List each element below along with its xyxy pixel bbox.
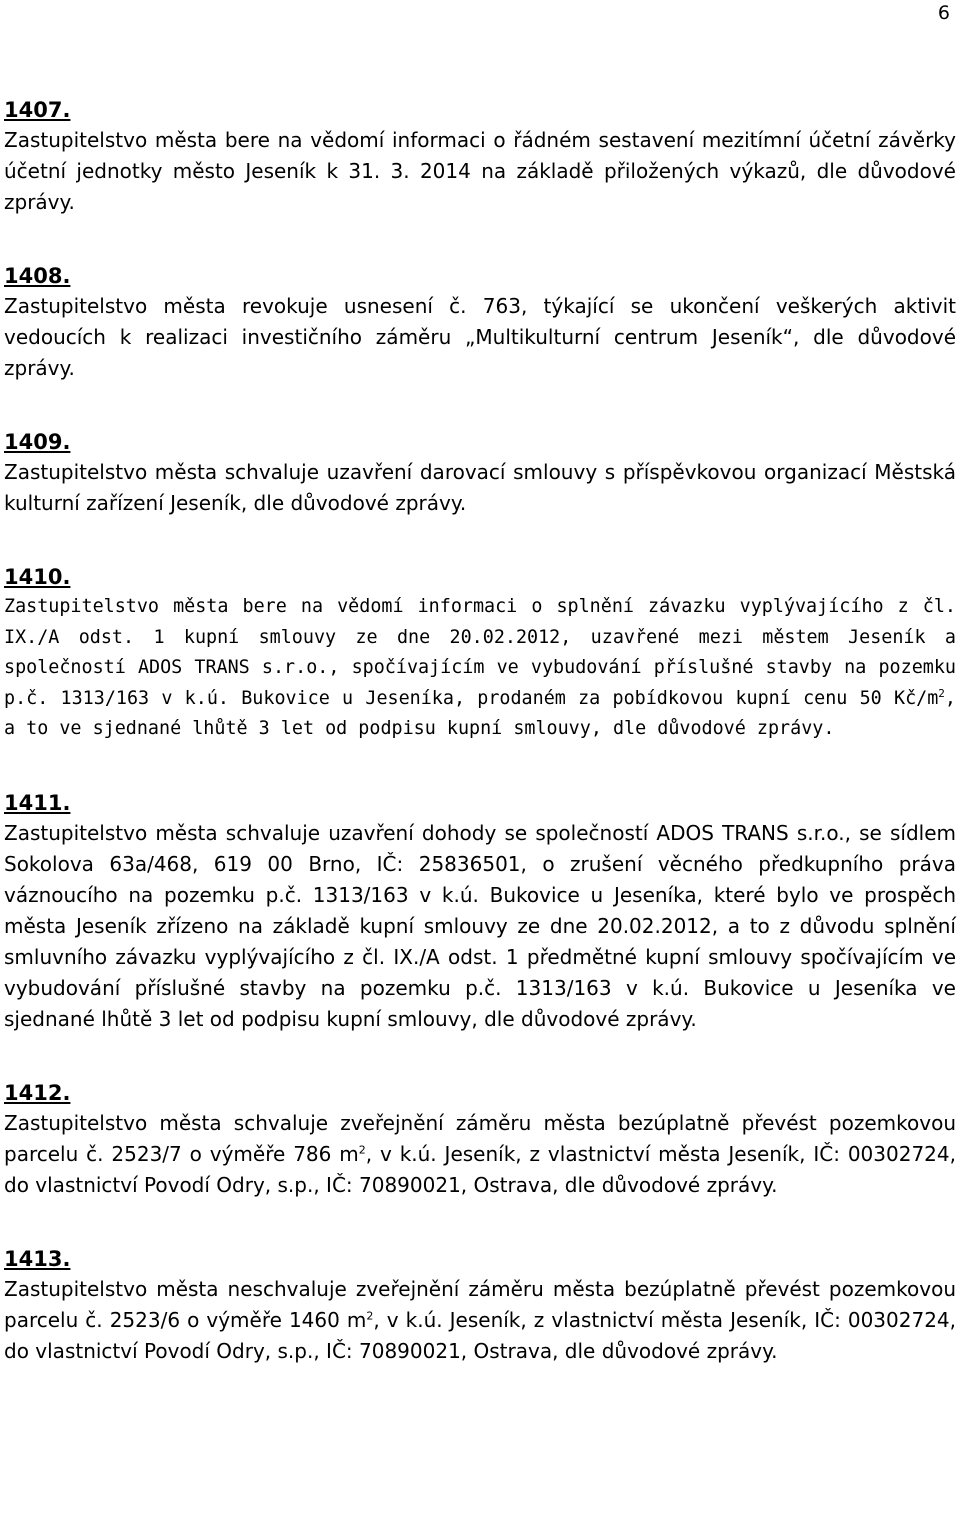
resolution-1412 (4, 1078, 956, 1201)
resolution-number: 1413. (4, 1246, 71, 1271)
resolution-1409 (4, 427, 956, 519)
resolution-text-part: , v k.ú. Jeseník, z vlastnictví města Jeseník, IČ: 00302724, do vlastnictví Povodí Odry, s.p., IČ: 70890021, Ostrava, dle důvodové zprávy. (4, 1141, 956, 1197)
superscript: 2 (358, 1143, 366, 1157)
resolution-text (4, 1274, 956, 1367)
resolution-1407 (4, 95, 956, 218)
resolution-text (4, 1108, 956, 1201)
resolution-text: Zastupitelstvo města revokuje usnesení č. 763, týkající se ukončení veškerých aktivit vedoucích k realizaci investičního záměru „Multikulturní centrum Jeseník“, dle důvodové zprávy. (4, 294, 956, 380)
resolution-text (4, 592, 956, 745)
resolution-text-part: , v k.ú. Jeseník, z vlastnictví města Jeseník, IČ: 00302724, do vlastnictví Povodí Odry, s.p., IČ: 70890021, Ostrava, dle důvodové zprávy. (4, 1307, 957, 1363)
resolution-number: 1412. (4, 1080, 71, 1105)
resolution-number: 1407. (4, 98, 71, 122)
resolution-number: 1411. (4, 790, 71, 815)
resolution-1411 (4, 788, 956, 1035)
resolution-1410 (4, 562, 956, 745)
resolution-number: 1409. (4, 430, 71, 454)
resolution-text-part: Zastupitelstvo města schvaluje zveřejnění záměru města bezúplatně převést pozemkovou parcelu č. 2523/7 o výměře 786 m (4, 1110, 956, 1166)
resolution-text: Zastupitelstvo města schvaluje uzavření dohody se společností ADOS TRANS s.r.o., se sídlem Sokolova 63a/468, 619 00 Brno, IČ: 25836501, o zrušení věcného předkupního práva váznoucího na pozemku p.č. 1313/163 v k.ú. Bukovice u Jeseníka, které bylo ve prospěch města Jeseník zřízeno na základě kupní smlouvy ze dne 20.02.2012, a to z důvodu splnění smluvního závazku vyplývajícího z čl. IX./A odst. 1 předmětné kupní smlouvy spočívajícím ve vybudování příslušné stavby na pozemku p.č. 1313/163 v k.ú. Bukovice u Jeseníka ve sjednané lhůtě 3 let od podpisu kupní smlouvy, dle důvodové zprávy. (4, 820, 956, 1031)
resolution-text: Zastupitelstvo města schvaluje uzavření darovací smlouvy s příspěvkovou organizací Městská kulturní zařízení Jeseník, dle důvodové zprávy. (4, 460, 956, 515)
superscript: 2 (938, 686, 945, 700)
resolutions-list (4, 95, 956, 1410)
page-number: 6 (937, 2, 950, 24)
resolution-text-part: , a to ve sjednané lhůtě 3 let od podpisu kupní smlouvy, dle důvodové zprávy. (4, 687, 956, 740)
superscript: 2 (366, 1309, 374, 1323)
resolution-1413 (4, 1244, 956, 1367)
resolution-text-part: Zastupitelstvo města bere na vědomí informaci o splnění závazku vyplývajícího z čl. IX./A odst. 1 kupní smlouvy ze dne 20.02.2012, uzavřené mezi městem Jeseník a společností ADOS TRANS s.r.o., spočívajícím ve vybudování příslušné stavby na pozemku p.č. 1313/163 v k.ú. Bukovice u Jeseníka, prodaném za pobídkovou kupní cenu 50 Kč/m (4, 596, 956, 709)
resolution-number: 1410. (4, 565, 71, 589)
resolution-number: 1408. (4, 264, 71, 288)
resolution-1408 (4, 261, 956, 384)
resolution-text-part: Zastupitelstvo města neschvaluje zveřejnění záměru města bezúplatně převést pozemkovou parcelu č. 2523/6 o výměře 1460 m (4, 1276, 956, 1332)
resolution-text: Zastupitelstvo města bere na vědomí informaci o řádném sestavení mezitímní účetní závěrky účetní jednotky město Jeseník k 31. 3. 2014 na základě přiložených výkazů, dle důvodové zprávy. (4, 128, 956, 214)
